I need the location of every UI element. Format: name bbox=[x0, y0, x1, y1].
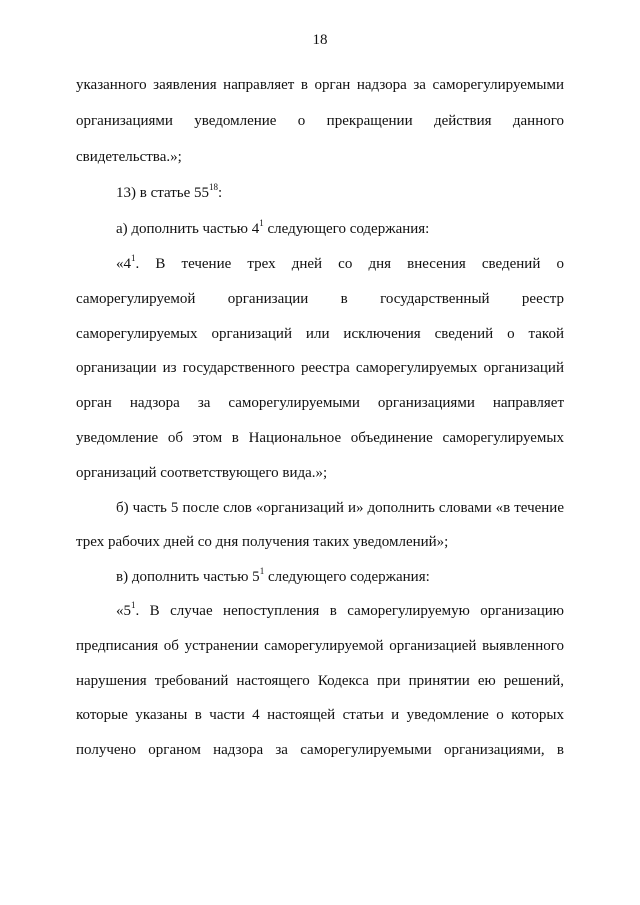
text-line: предписания об устранении саморегулируемой организацией выявленного bbox=[76, 638, 564, 654]
text-line: получено органом надзора за саморегулируемыми организациями, в bbox=[76, 742, 564, 758]
text-line: которые указаны в части 4 настоящей статьи и уведомление о которых bbox=[76, 707, 564, 723]
text-line: 13) в статье $55^{18}$: bbox=[116, 182, 223, 201]
text-line: орган надзора за саморегулируемыми организациями направляет bbox=[76, 395, 564, 411]
text-line: а) дополнить частью $4^1$ следующего содержания: bbox=[116, 218, 430, 237]
text-line: организации из государственного реестра саморегулируемых организаций bbox=[76, 360, 564, 376]
text-line: организациями уведомление о прекращении действия данного bbox=[76, 113, 564, 129]
text-line: в) дополнить частью $5^1$ следующего содержания: bbox=[116, 566, 430, 585]
text-line: «$5^1$. В случае непоступления в саморегулируемую организацию bbox=[116, 600, 564, 619]
text-line: трех рабочих дней со дня получения таких уведомлений»; bbox=[76, 534, 449, 550]
text-line: саморегулируемой организации в государственный реестр bbox=[76, 291, 564, 307]
text-line: свидетельства.»; bbox=[76, 149, 182, 165]
text-line: организаций соответствующего вида.»; bbox=[76, 465, 328, 481]
page-number: 18 bbox=[312, 32, 328, 48]
text-line: саморегулируемых организаций или исключения сведений о такой bbox=[76, 326, 564, 342]
text-line: уведомление об этом в Национальное объединение саморегулируемых bbox=[76, 430, 564, 446]
text-line: указанного заявления направляет в орган надзора за саморегулируемыми bbox=[76, 77, 564, 93]
text-line: «$4^1$. В течение трех дней со дня внесения сведений о bbox=[116, 253, 564, 272]
text-line: б) часть 5 после слов «организаций и» дополнить словами «в течение bbox=[116, 500, 564, 516]
text-line: нарушения требований настоящего Кодекса при принятии ею решений, bbox=[76, 673, 564, 689]
